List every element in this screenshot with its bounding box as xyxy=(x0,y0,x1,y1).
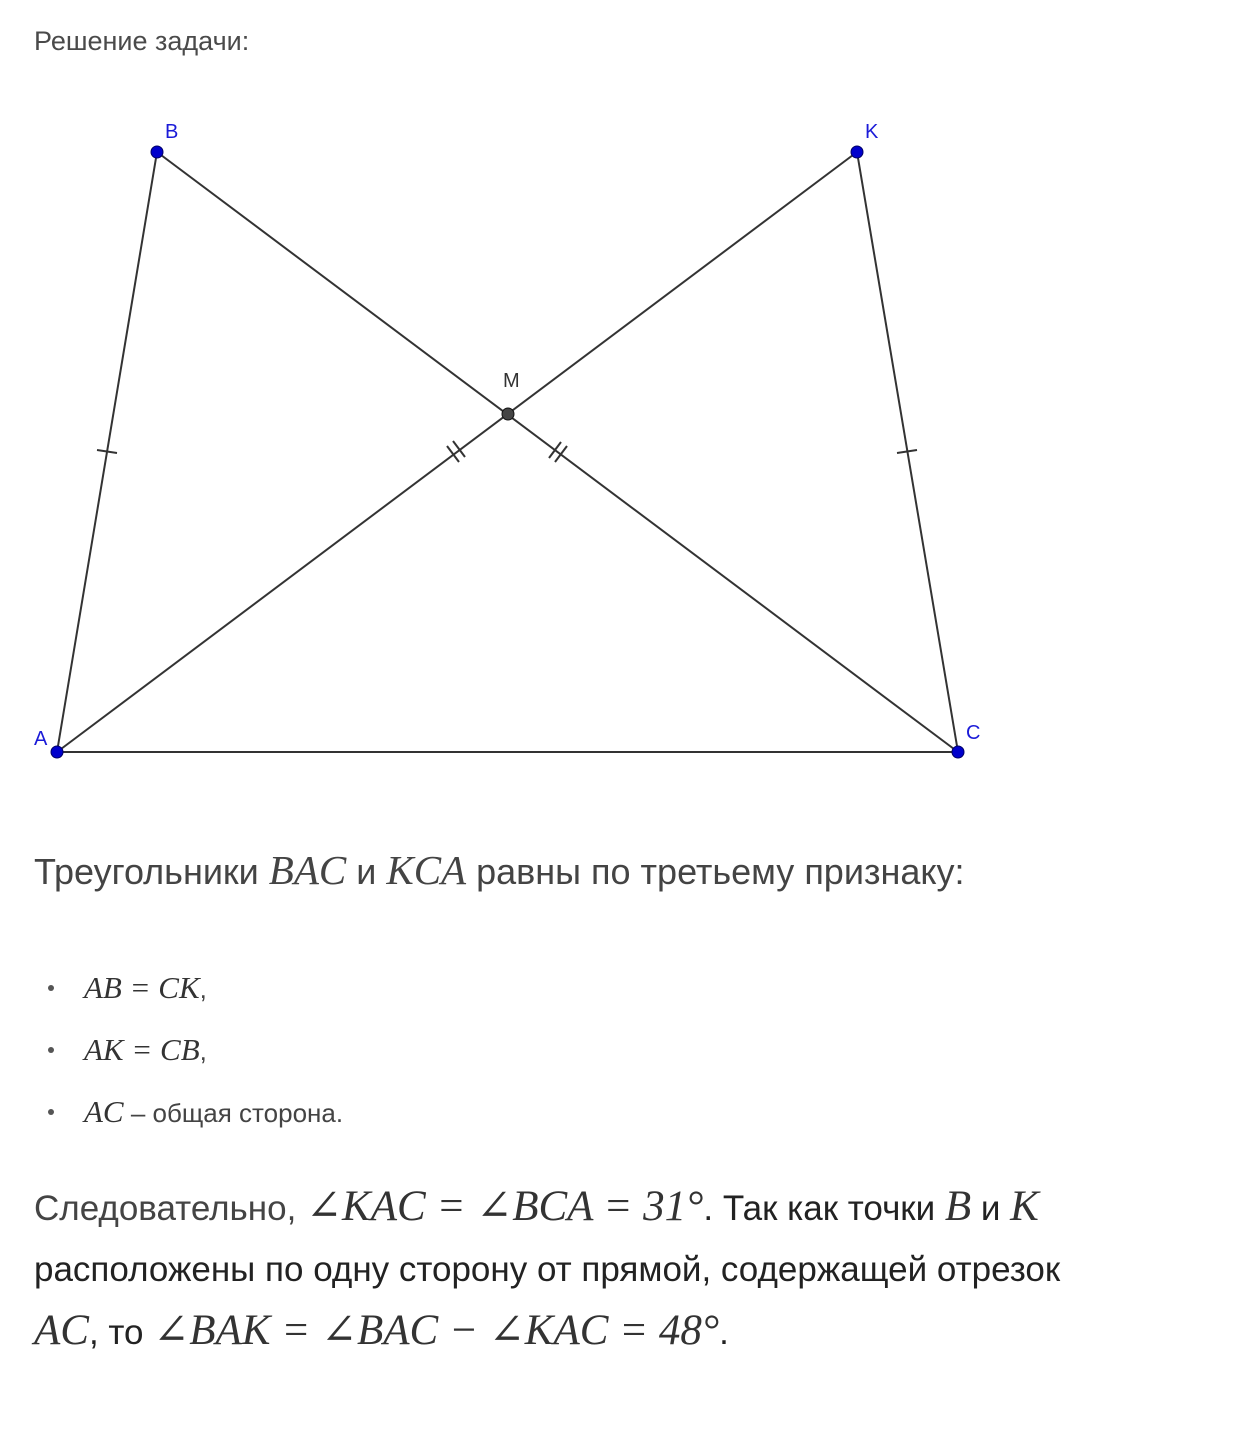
triangles-equal-statement xyxy=(34,846,965,894)
point-k xyxy=(851,146,863,158)
list-item-text: – общая сторона. xyxy=(123,1098,344,1128)
math-point-k: K xyxy=(1010,1183,1039,1230)
label-k: K xyxy=(865,121,879,143)
math-triangle-kca: KCA xyxy=(386,847,467,893)
conclusion-line-3 xyxy=(34,1300,1214,1363)
conclusion-paragraph xyxy=(34,1176,1214,1363)
text: , то xyxy=(88,1313,154,1352)
point-m xyxy=(502,408,514,420)
tick-am-1 xyxy=(447,446,459,462)
label-b: B xyxy=(165,121,179,143)
text: Следовательно, xyxy=(34,1189,307,1228)
bullet-icon xyxy=(48,1047,54,1053)
bullet-icon xyxy=(48,1109,54,1115)
segment-ak xyxy=(57,152,857,752)
list-item-text: , xyxy=(199,974,207,1004)
label-c: C xyxy=(966,722,981,744)
math-triangle-bac: BAC xyxy=(268,847,347,893)
solution-heading: Решение задачи: xyxy=(34,26,250,56)
math-angle-equality: ∠KAC = ∠BCA = 31° xyxy=(306,1183,704,1230)
math-equality: AK = CB xyxy=(84,1032,200,1067)
point-b xyxy=(151,146,163,158)
math-point-b: B xyxy=(944,1183,972,1230)
math-segment: AC xyxy=(84,1094,124,1129)
conclusion-line-1 xyxy=(34,1176,1214,1239)
point-a xyxy=(51,746,63,758)
label-m: M xyxy=(503,370,520,392)
text: . Так как точки xyxy=(703,1189,945,1228)
text: Треугольники xyxy=(34,851,269,892)
conclusion-line-2 xyxy=(34,1239,1214,1300)
bullet-icon xyxy=(48,985,54,991)
text: . xyxy=(719,1313,729,1352)
label-a: A xyxy=(34,728,48,750)
point-c xyxy=(952,746,964,758)
text: равны по третьему признаку: xyxy=(466,851,965,892)
math-angle-bak: ∠BAK = ∠BAC − ∠KAC = 48° xyxy=(153,1307,720,1354)
text: и xyxy=(971,1189,1011,1228)
list-item-text: , xyxy=(199,1036,207,1066)
text: и xyxy=(346,851,387,892)
segment-bc xyxy=(157,152,958,752)
math-equality: AB = CK xyxy=(84,970,200,1005)
text: расположены по одну сторону от прямой, содержащей отрезок xyxy=(34,1250,1061,1289)
math-segment-ac: AC xyxy=(34,1307,89,1354)
